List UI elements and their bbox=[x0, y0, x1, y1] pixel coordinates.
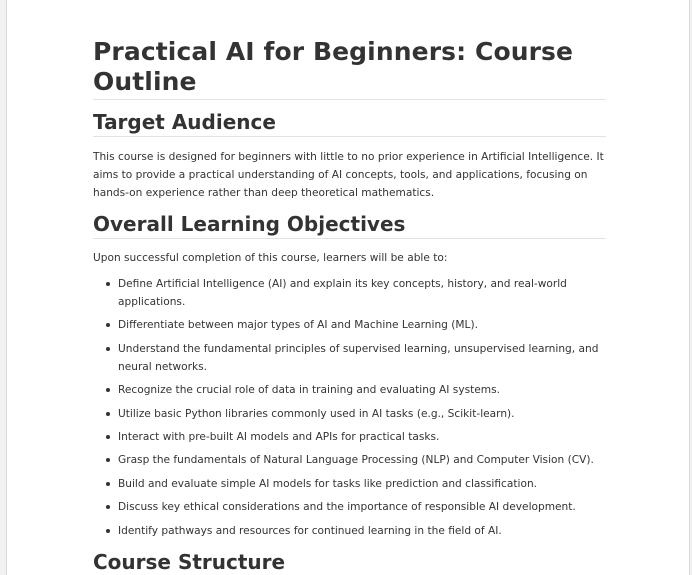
page-title: Practical AI for Beginners: Course Outline bbox=[93, 0, 606, 100]
target-audience-paragraph: This course is designed for beginners with little to no prior experience in Artificial Intelligence. It aims to provide a practical understanding of AI concepts, tools, and applications, focusing on hands-on experience rather than deep theoretical mathematics. bbox=[93, 151, 604, 199]
section-heading-learning-objectives: Overall Learning Objectives bbox=[93, 211, 606, 239]
list-item bbox=[118, 498, 606, 516]
bullet-icon bbox=[106, 435, 110, 439]
objectives-list bbox=[93, 275, 606, 540]
document-content bbox=[93, 0, 606, 575]
bullet-icon bbox=[106, 505, 110, 509]
list-item bbox=[118, 475, 606, 493]
bullet-icon bbox=[106, 388, 110, 392]
list-item bbox=[118, 275, 606, 311]
list-item-text: Discuss key ethical considerations and the importance of responsible AI development. bbox=[118, 501, 576, 514]
section-heading-target-audience: Target Audience bbox=[93, 109, 606, 137]
list-item-text: Interact with pre-built AI models and APIs for practical tasks. bbox=[118, 430, 440, 443]
bullet-icon bbox=[106, 529, 110, 533]
list-item bbox=[118, 340, 606, 376]
bullet-icon bbox=[106, 323, 110, 327]
objectives-intro-paragraph: Upon successful completion of this course, learners will be able to: bbox=[93, 252, 448, 264]
list-item-text: Build and evaluate simple AI models for tasks like prediction and classification. bbox=[118, 477, 538, 490]
list-item bbox=[118, 522, 606, 540]
list-item bbox=[118, 451, 606, 469]
section-heading-course-structure: Course Structure bbox=[93, 549, 606, 575]
list-item-text: Utilize basic Python libraries commonly used in AI tasks (e.g., Scikit-learn). bbox=[118, 407, 515, 420]
bullet-icon bbox=[106, 282, 110, 286]
document-page bbox=[6, 0, 690, 575]
list-item-text: Identify pathways and resources for continued learning in the field of AI. bbox=[118, 524, 502, 537]
list-item-text: Understand the fundamental principles of supervised learning, unsupervised learning, and neural networks. bbox=[118, 342, 599, 373]
list-item-text: Differentiate between major types of AI and Machine Learning (ML). bbox=[118, 319, 478, 332]
list-item-text: Grasp the fundamentals of Natural Language Processing (NLP) and Computer Vision (CV). bbox=[118, 454, 594, 467]
bullet-icon bbox=[106, 412, 110, 416]
list-item bbox=[118, 316, 606, 334]
list-item-text: Recognize the crucial role of data in training and evaluating AI systems. bbox=[118, 384, 500, 397]
bullet-icon bbox=[106, 347, 110, 351]
list-item bbox=[118, 405, 606, 423]
bullet-icon bbox=[106, 482, 110, 486]
list-item-text: Define Artificial Intelligence (AI) and explain its key concepts, history, and real-world applications. bbox=[118, 278, 567, 308]
list-item bbox=[118, 381, 606, 399]
list-item bbox=[118, 428, 606, 446]
bullet-icon bbox=[106, 458, 110, 462]
